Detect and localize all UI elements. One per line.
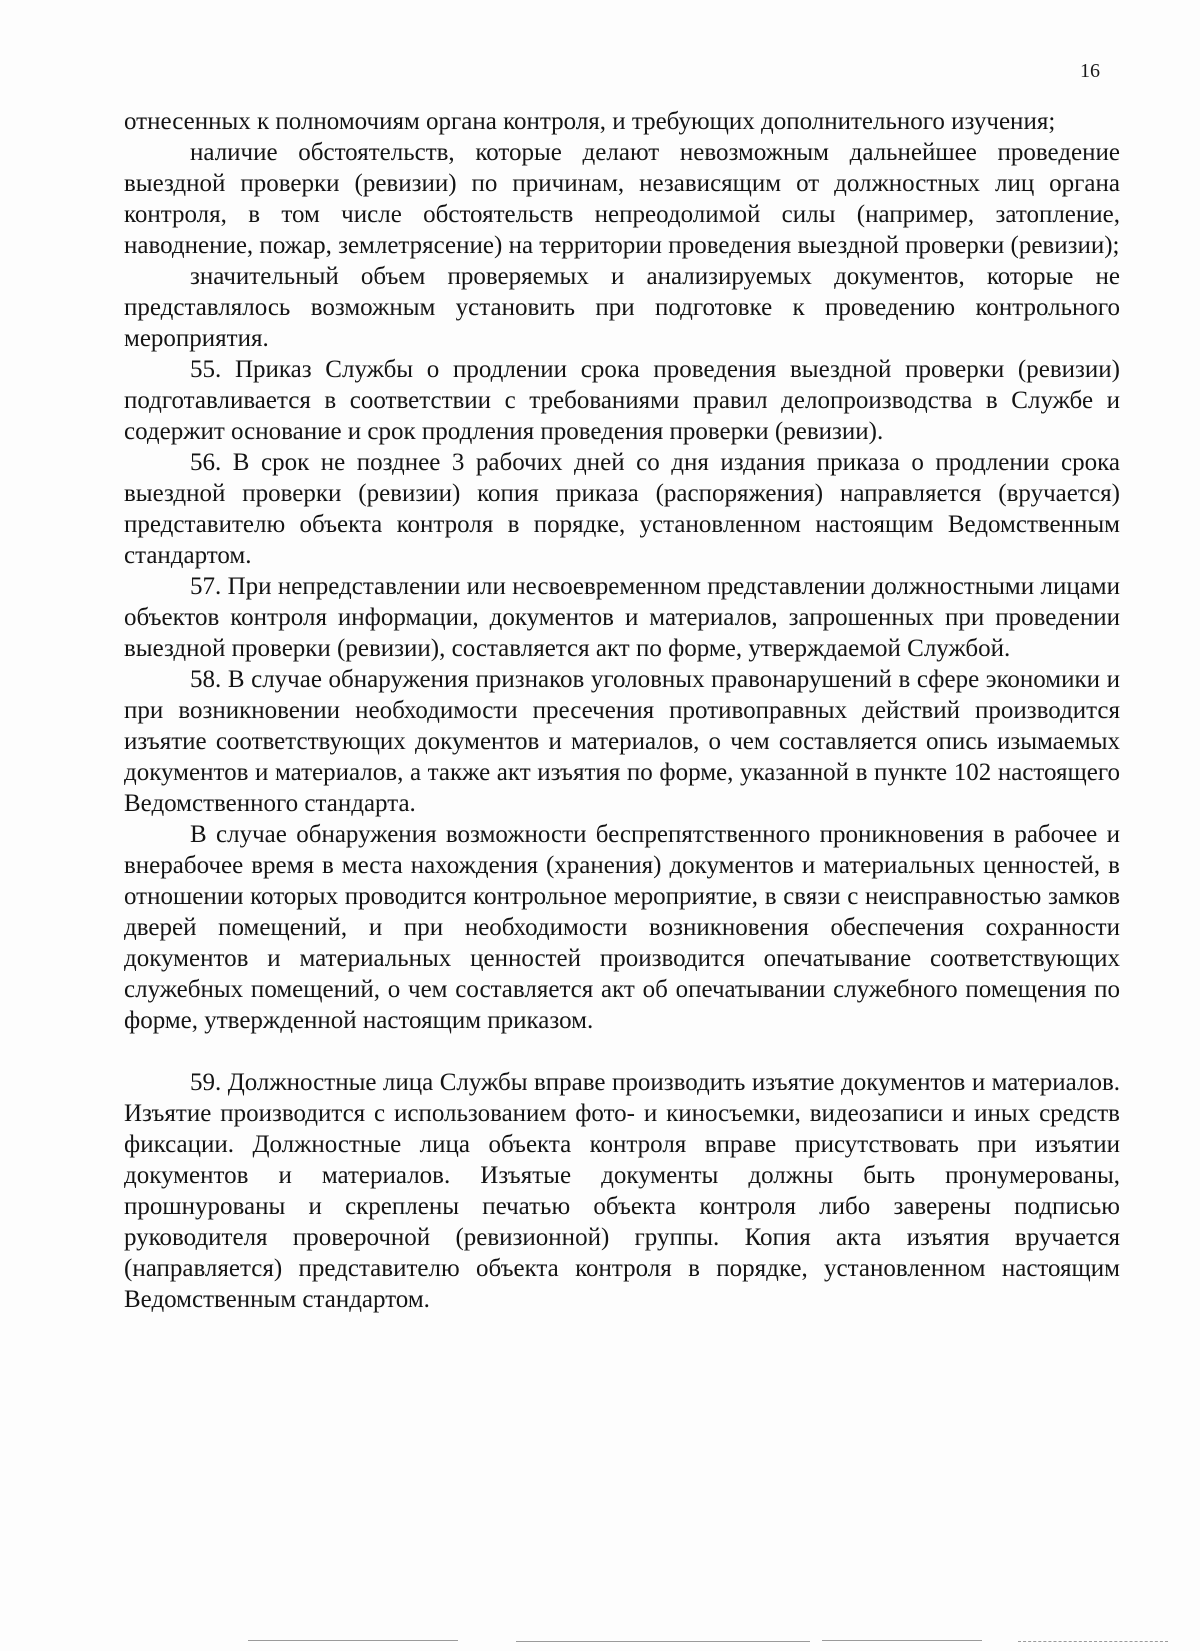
paragraph-continuation: отнесенных к полномочиям органа контроля, и требующих дополнительного изучения; bbox=[124, 108, 1056, 135]
paragraph-item-55: 55. Приказ Службы о продлении срока проведения выездной проверки (ревизии) подготавливается в соответствии с требованиями правил делопроизводства в Службе и содержит основание и срок продления проведения проверки (ревизии). bbox=[124, 356, 1120, 445]
paragraph-sealing: В случае обнаружения возможности беспрепятственного проникновения в рабочее и внерабочее время в места нахождения (хранения) документов и материальных ценностей, в отношении которых проводится контрольное мероприятие, в связи с неисправностью замков дверей помещений, и при необходимости возникновения обеспечения сохранности документов и материальных ценностей производится опечатывание соответствующих служебных помещений, о чем составляется акт об опечатывании служебного помещения по форме, утвержденной настоящим приказом. bbox=[124, 821, 1120, 1034]
paragraph-item-56: 56. В срок не позднее 3 рабочих дней со дня издания приказа о продлении срока выездной проверки (ревизии) копия приказа (распоряжения) направляется (вручается) представителю объекта контроля в порядке, установленном настоящим Ведомственным стандартом. bbox=[124, 449, 1120, 569]
paragraph-item-57: 57. При непредставлении или несвоевременном представлении должностными лицами объектов контроля информации, документов и материалов, запрошенных при проведении выездной проверки (ревизии), составляется акт по форме, утверждаемой Службой. bbox=[124, 573, 1120, 662]
paragraph-item-59: 59. Должностные лица Службы вправе производить изъятие документов и материалов. Изъятие производится с использованием фото- и киносъемки, видеозаписи и иных средств фиксации. Должностные лица объекта контроля вправе присутствовать при изъятии документов и материалов. Изъятые документы должны быть пронумерованы, прошнурованы и скреплены печатью объекта контроля либо заверены подписью руководителя проверочной (ревизионной) группы. Копия акта изъятия вручается (направляется) представителю объекта контроля в порядке, установленном настоящим Ведомственным стандартом. bbox=[124, 1069, 1120, 1313]
page-number: 16 bbox=[1080, 60, 1100, 82]
paragraph-item-58: 58. В случае обнаружения признаков уголовных правонарушений в сфере экономики и при возникновении необходимости пресечения противоправных действий производится изъятие соответствующих документов и материалов, о чем составляется опись изымаемых документов и материалов, а также акт изъятия по форме, указанной в пункте 102 настоящего Ведомственного стандарта. bbox=[124, 666, 1120, 817]
scan-artifact-line bbox=[822, 1640, 982, 1641]
paragraph-circumstances: наличие обстоятельств, которые делают невозможным дальнейшее проведение выездной проверки (ревизии) по причинам, независящим от должностных лиц органа контроля, в том числе обстоятельств непреодолимой силы (например, затопление, наводнение, пожар, землетрясение) на территории проведения выездной проверки (ревизии); bbox=[124, 139, 1120, 259]
document-body bbox=[124, 106, 1120, 1315]
paragraph-document-volume: значительный объем проверяемых и анализируемых документов, которые не представлялось возможным установить при подготовке к проведению контрольного мероприятия. bbox=[124, 263, 1120, 352]
scan-artifact-line bbox=[248, 1640, 458, 1641]
scan-artifact-line bbox=[1018, 1641, 1168, 1642]
scan-artifact-line bbox=[516, 1641, 810, 1642]
